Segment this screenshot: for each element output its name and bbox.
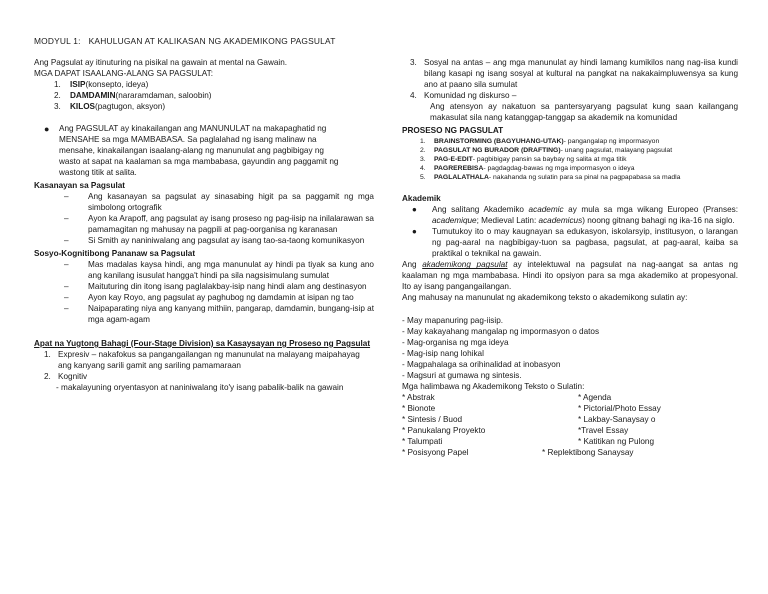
apat-item: 2. Kognitiv <box>44 371 88 381</box>
apat-item: 3. Sosyal na antas – ang mga manunulat ay hindi lamang kumikilos nang nag-iisa kundi bilang kasapi ng isang sosyal at kultural na pangkat na nakakaimpluwensya sa kung ano at paano sila sumulat <box>410 58 738 89</box>
list-item: – Mas madalas kaysa hindi, ang mga manunulat ay hindi pa tiyak sa kung ano ang kanilang isusulat hangga't hindi pa sila nagsisimulang sumulat <box>64 259 374 280</box>
list-item: - May mapanuring pag-iisip. <box>402 316 504 326</box>
list-item: - Mag-organisa ng mga ideya <box>402 338 509 348</box>
halimbawa-line: Mga halimbawa ng Akademikong Teksto o Sulatin: <box>402 382 585 392</box>
left-column <box>34 36 374 394</box>
akademik-bullet: ● Tumutukoy ito o may kaugnayan sa edukasyon, iskolarsyip, institusyon, o larangan ng pag-aaral na nagbibigay-tuon sa pagbasa, pagsulat, at pag-aaral, kaiba sa praktikal o teknikal na gawain. <box>412 227 738 259</box>
proseso-heading: PROSESO NG PAGSULAT <box>402 125 504 135</box>
bullet-dot-icon: ● <box>412 227 417 237</box>
dapat-item: 3. KILOS (pagtugon, aksyon) <box>54 102 166 112</box>
proseso-item: 4. PAGREREBISA- pagdagdag-bawas ng mga impormasyon o ideya <box>420 165 635 173</box>
apat-heading: Apat na Yugtong Bahagi (Four-Stage Division) sa Kasaysayan ng Proseso ng Pagsulat <box>34 338 371 348</box>
pagsulat-bullet: ● Ang PAGSULAT ay kinakailangan ang MANUNULAT na makapaghatid ng MENSAHE sa mga MAMBABASA. Sa paglalahad ng isang malinaw na mensahe, kinakailangan isaalang-alang ng manunulat ang pagbibigay ng wasto at sapat na kaalaman sa mga mambabasa, gayundin ang paggamit ng wastong titik at salita. <box>34 124 374 179</box>
module-number: MODYUL 1: <box>34 36 81 46</box>
akademikong-pagsulat-definition: Ang akademikong pagsulat ay intelektuwal na pagsulat na nag-aangat sa antas ng kaalaman ng mga mambabasa. Hindi ito opsiyon para sa mga akademiko at propesyonal. Ito ay isang pangangailangan. <box>402 260 738 292</box>
kognitiv-sub: - makalayuning oryentasyon at naniniwalang ito'y isang pabalik-balik na gawain <box>56 382 344 392</box>
list-item: - Magpahalaga sa orihinalidad at inobasyon <box>402 360 561 370</box>
right-column <box>402 58 738 459</box>
akademik-bullet: ● Ang salitang Akademiko academic ay mula sa mga wikang Europeo (Pranses: academique; Medieval Latin: academicus) noong gitnang bahagi ng ika-16 na siglo. <box>412 205 738 226</box>
list-item: - Magsuri at gumawa ng sintesis. <box>402 371 522 381</box>
list-item: - May kakayahang mangalap ng impormasyon o datos <box>402 327 600 337</box>
proseso-item: 5. PAGLALATHALA- nakahanda ng sulatin para sa pinal na pagpapabasa sa madla <box>420 174 681 182</box>
module-title <box>34 36 374 47</box>
module-title-text: KAHULUGAN AT KALIKASAN NG AKADEMIKONG PAGSULAT <box>88 36 336 46</box>
proseso-item: 3. PAG-E-EDIT- pagbibigay pansin sa baybay ng salita at mga titik <box>420 156 627 164</box>
list-item: – Si Smith ay naniniwalang ang pagsulat ay isang tao-sa-taong komunikasyon <box>64 236 365 246</box>
example-row: * Talumpati * Katitikan ng Pulong <box>402 437 655 447</box>
example-row: * Bionote * Pictorial/Photo Essay <box>402 404 661 414</box>
kasanayan-heading: Kasanayan sa Pagsulat <box>34 181 126 191</box>
bullet-dot-icon: ● <box>44 124 50 135</box>
sosyo-heading: Sosyo-Kognitibong Pananaw sa Pagsulat <box>34 249 196 258</box>
akademik-heading: Akademik <box>402 194 441 204</box>
example-row: * Abstrak * Agenda <box>402 393 612 403</box>
apat-item: 4. Komunidad ng diskurso – <box>410 90 517 100</box>
list-item: – Maituturing din itong isang paglalakbay-isip nang hindi alam ang destinasyon <box>64 281 367 291</box>
list-item: - Mag-isip nang lohikal <box>402 349 484 359</box>
example-row: * Panukalang Proyekto *Travel Essay <box>402 426 629 436</box>
dapat-label: MGA DAPAT ISAALANG-ALANG SA PAGSULAT: <box>34 69 213 79</box>
diskurso-text: Ang atensyon ay nakatuon sa pantersyaryang pagsulat kung saan kailangang makasulat sila nang katanggap-tanggap sa akademik na komunidad <box>430 101 738 122</box>
list-item: – Ayon kay Royo, ang pagsulat ay paghubog ng damdamin at isipan ng tao <box>64 292 354 302</box>
list-item: – Ayon ka Arapoff, ang pagsulat ay isang proseso ng pag-iisip na inilalarawan sa pamamagitan ng mahusay na pagpili at pag-oorganisa ng karanasan <box>64 214 374 235</box>
example-row: * Posisyong Papel * Replektibong Sanaysay <box>402 448 634 458</box>
proseso-item: 2. PAGSULAT NG BURADOR (DRAFTING)- unang pagsulat, malayang pagsulat <box>420 146 673 154</box>
bullet-dot-icon: ● <box>412 205 417 215</box>
dapat-item: 2. DAMDAMIN (nararamdaman, saloobin) <box>54 91 212 101</box>
apat-item: 1. Expresiv – nakafokus sa pangangailangan ng manunulat na malayang maipahayag ang kanyang sarili gamit ang sariling pamamaraan <box>44 349 360 370</box>
proseso-item: 1. BRAINSTORMING (BAGYUHANG-UTAK)- pangangalap ng impormasyon <box>420 137 660 145</box>
list-item: – Naipaparating niya ang kanyang mithiin, pangarap, damdamin, bungang-isip at mga agam-agam <box>64 303 374 324</box>
example-row: * Sintesis / Buod * Lakbay-Sanaysay o <box>402 415 656 425</box>
mahusay-line: Ang mahusay na manunulat ng akademikong teksto o akademikong sulatin ay: <box>402 293 688 303</box>
list-item: – Ang kasanayan sa pagsulat ay sinasabing higit pa sa paggamit ng mga simbolong ortografik <box>64 192 374 213</box>
intro-line: Ang Pagsulat ay itinuturing na pisikal na gawain at mental na Gawain. <box>34 58 288 68</box>
dapat-item: 1. ISIP (konsepto, ideya) <box>54 80 149 90</box>
